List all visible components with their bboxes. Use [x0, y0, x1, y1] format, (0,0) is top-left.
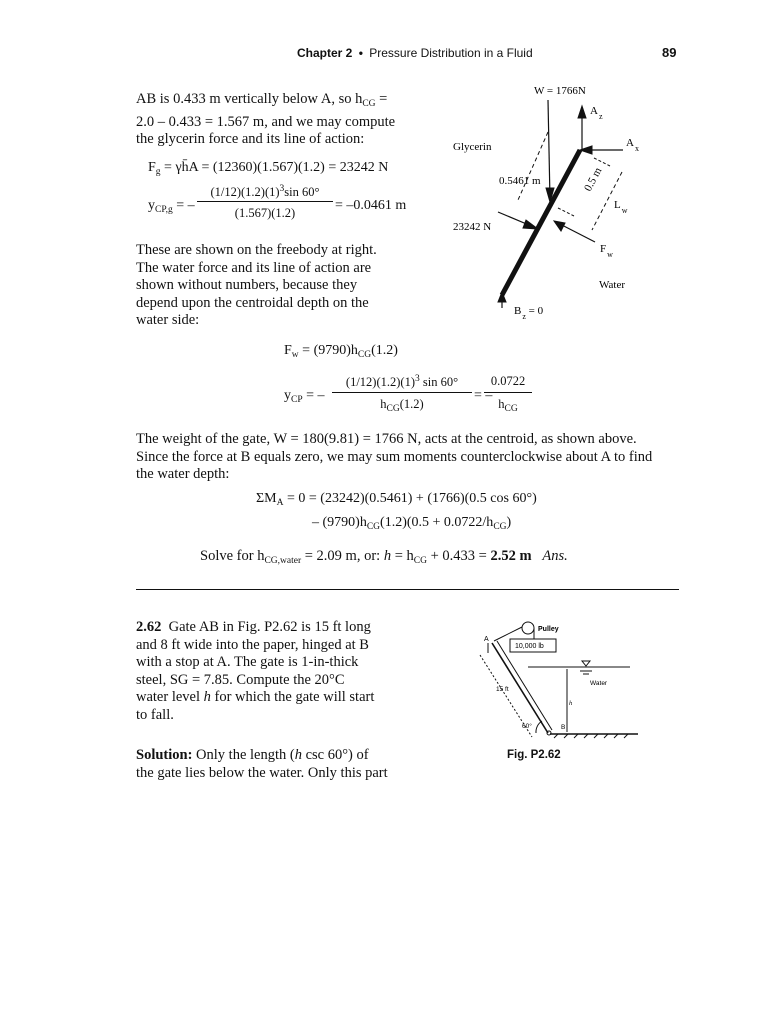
weight-value-label: 10,000 lb	[515, 643, 544, 650]
problem-line-6: to fall.	[136, 706, 174, 723]
equation-ycp-fraction2-bar	[484, 392, 532, 393]
equation-ycp-lhs: $y_{CP}$ = –	[284, 388, 325, 405]
weight-line-1: The weight of the gate, W = 180(9.81) = 1766 N, acts at the centroid, as shown above.	[136, 431, 637, 447]
problem-line-5: water level h for which the gate will start	[136, 689, 375, 705]
half-length-label: 0.5 m	[582, 165, 605, 194]
problem-262-statement	[136, 619, 402, 724]
equation-ycp-fraction2-num: 0.0722	[490, 374, 526, 388]
fw-label: $F_w$	[600, 243, 613, 259]
arm-dimension-line	[518, 132, 548, 200]
solution-paragraph	[136, 747, 402, 782]
section-divider	[136, 589, 679, 590]
final-answer: 2.52 m	[490, 548, 532, 564]
weight-paragraph	[136, 431, 681, 484]
figure-p262-drawing	[480, 622, 638, 738]
equation-ycpg-result: = –0.0461 m	[335, 198, 407, 213]
water-level-triangle	[582, 661, 590, 666]
extension-line-2	[558, 208, 574, 216]
equation-fg: $F_g$ = γh̄A = (12360)(1.567)(1.2) = 23242 N	[148, 160, 389, 177]
problem-line-3: with a stop at A. The gate is 1-in-thick	[136, 654, 359, 670]
length-label: 15 ft	[496, 686, 509, 693]
weight-line-2: Since the force at B equals zero, we may sum moments counterclockwise about A to find	[136, 448, 653, 465]
water-label: Water	[599, 279, 625, 291]
problem-line-2: and 8 ft wide into the paper, hinged at B	[136, 636, 369, 653]
extension-line-1	[594, 158, 610, 166]
page-header	[297, 46, 533, 60]
page-number: 89	[662, 45, 677, 60]
pulley-label: Pulley	[538, 626, 559, 633]
point-b-label: B	[561, 724, 566, 731]
water-force-arrowhead	[554, 221, 565, 231]
pulley-icon	[522, 622, 534, 634]
freebody-paragraph	[136, 242, 402, 330]
weight-line-3: the water depth:	[136, 466, 230, 482]
solution-label: Solution:	[136, 747, 193, 763]
lw-label: $L_w$	[614, 199, 628, 215]
az-label: $A_z$	[590, 105, 603, 121]
header-bullet: •	[358, 46, 363, 60]
depth-h-label: h	[569, 700, 573, 707]
arm-label: 0.5461 m	[499, 175, 541, 187]
equation-fw: $F_w = (9790)h_{CG}(1.2)$	[284, 343, 398, 360]
weight-label: W = 1766N	[534, 85, 586, 97]
figure-p262	[470, 615, 640, 745]
ans-marker: Ans.	[542, 548, 568, 564]
solution-line-2: the gate lies below the water. Only this part	[136, 764, 388, 781]
ax-label: $A_x$	[626, 137, 639, 153]
equation-ycp-numerator: $(1/12)(1.2)(1)^3$ sin 60°	[345, 374, 459, 389]
equation-ycpg-denominator: (1.567)(1.2)	[234, 206, 296, 220]
bz-label: $B_z = 0$	[514, 305, 544, 321]
equation-moments-line-2: – $(9790)h_{CG}(1.2)(0.5 + 0.0722/h_{CG})$	[312, 515, 512, 532]
intro-line-2: 2.0 – 0.433 = 1.567 m, and we may compute	[136, 113, 396, 130]
figure-water-label: Water	[590, 680, 608, 687]
problem-line-4: steel, SG = 7.85. Compute the 20°C	[136, 671, 345, 688]
equation-ycp-fraction-bar	[332, 392, 472, 393]
intro-line-3: the glycerin force and its line of action:	[136, 131, 365, 147]
equation-ycpg-fraction-bar	[197, 201, 333, 202]
freebody-line-5: water side:	[136, 312, 200, 328]
glycerin-label: Glycerin	[453, 141, 492, 153]
freebody-drawing	[498, 100, 623, 308]
point-a-label: A	[484, 636, 489, 643]
equation-ycp-denominator: $h_{CG}(1.2)$	[380, 397, 424, 414]
solution-line-1: Solution: Only the length (h csc 60°) of	[136, 747, 369, 763]
problem-number: 2.62	[136, 619, 162, 635]
freebody-line-3: shown without numbers, because they	[136, 277, 358, 293]
freebody-line-4: depend upon the centroidal depth on the	[136, 294, 369, 311]
weight-arrow	[548, 100, 550, 200]
header-section: Pressure Distribution in a Fluid	[369, 46, 533, 60]
freebody-line-2: The water force and its line of action are	[136, 259, 372, 276]
intro-paragraph	[136, 91, 426, 149]
az-arrowhead	[578, 106, 586, 118]
angle-label: 60°	[522, 723, 532, 730]
gate-ab	[502, 150, 580, 295]
equation-ycpg-lhs: $y_{CP,g}$ = –	[148, 198, 195, 215]
equation-ycp-fraction2-den: $h_{CG}$	[498, 397, 518, 414]
equation-ycpg-numerator: $(1/12)(1.2)(1)^3\sin$ 60°	[210, 184, 320, 199]
intro-line-1: AB is 0.433 m vertically below A, so $h_{CG}$ =	[136, 91, 388, 109]
header-chapter: Chapter 2	[297, 46, 353, 60]
glycerin-force-arrowhead	[523, 220, 538, 229]
solve-line: Solve for $h_{CG,water} = 2.09$ m, or: $h = h_{CG} + 0.433 = 2.52$ m Ans.	[200, 548, 568, 566]
freebody-line-1: These are shown on the freebody at right.	[136, 242, 377, 258]
problem-line-1: 2.62 Gate AB in Fig. P2.62 is 15 ft long	[136, 619, 371, 635]
figure-caption: Fig. P2.62	[507, 749, 561, 761]
equation-moments-line-1: $\Sigma M_A = 0 = (23242)(0.5461) + (1766)(0.5$ cos 60°)	[256, 491, 537, 508]
equation-ycp-mid: = –	[474, 388, 493, 403]
glycerin-force-value: 23242 N	[453, 221, 492, 233]
freebody-diagram	[430, 80, 680, 330]
